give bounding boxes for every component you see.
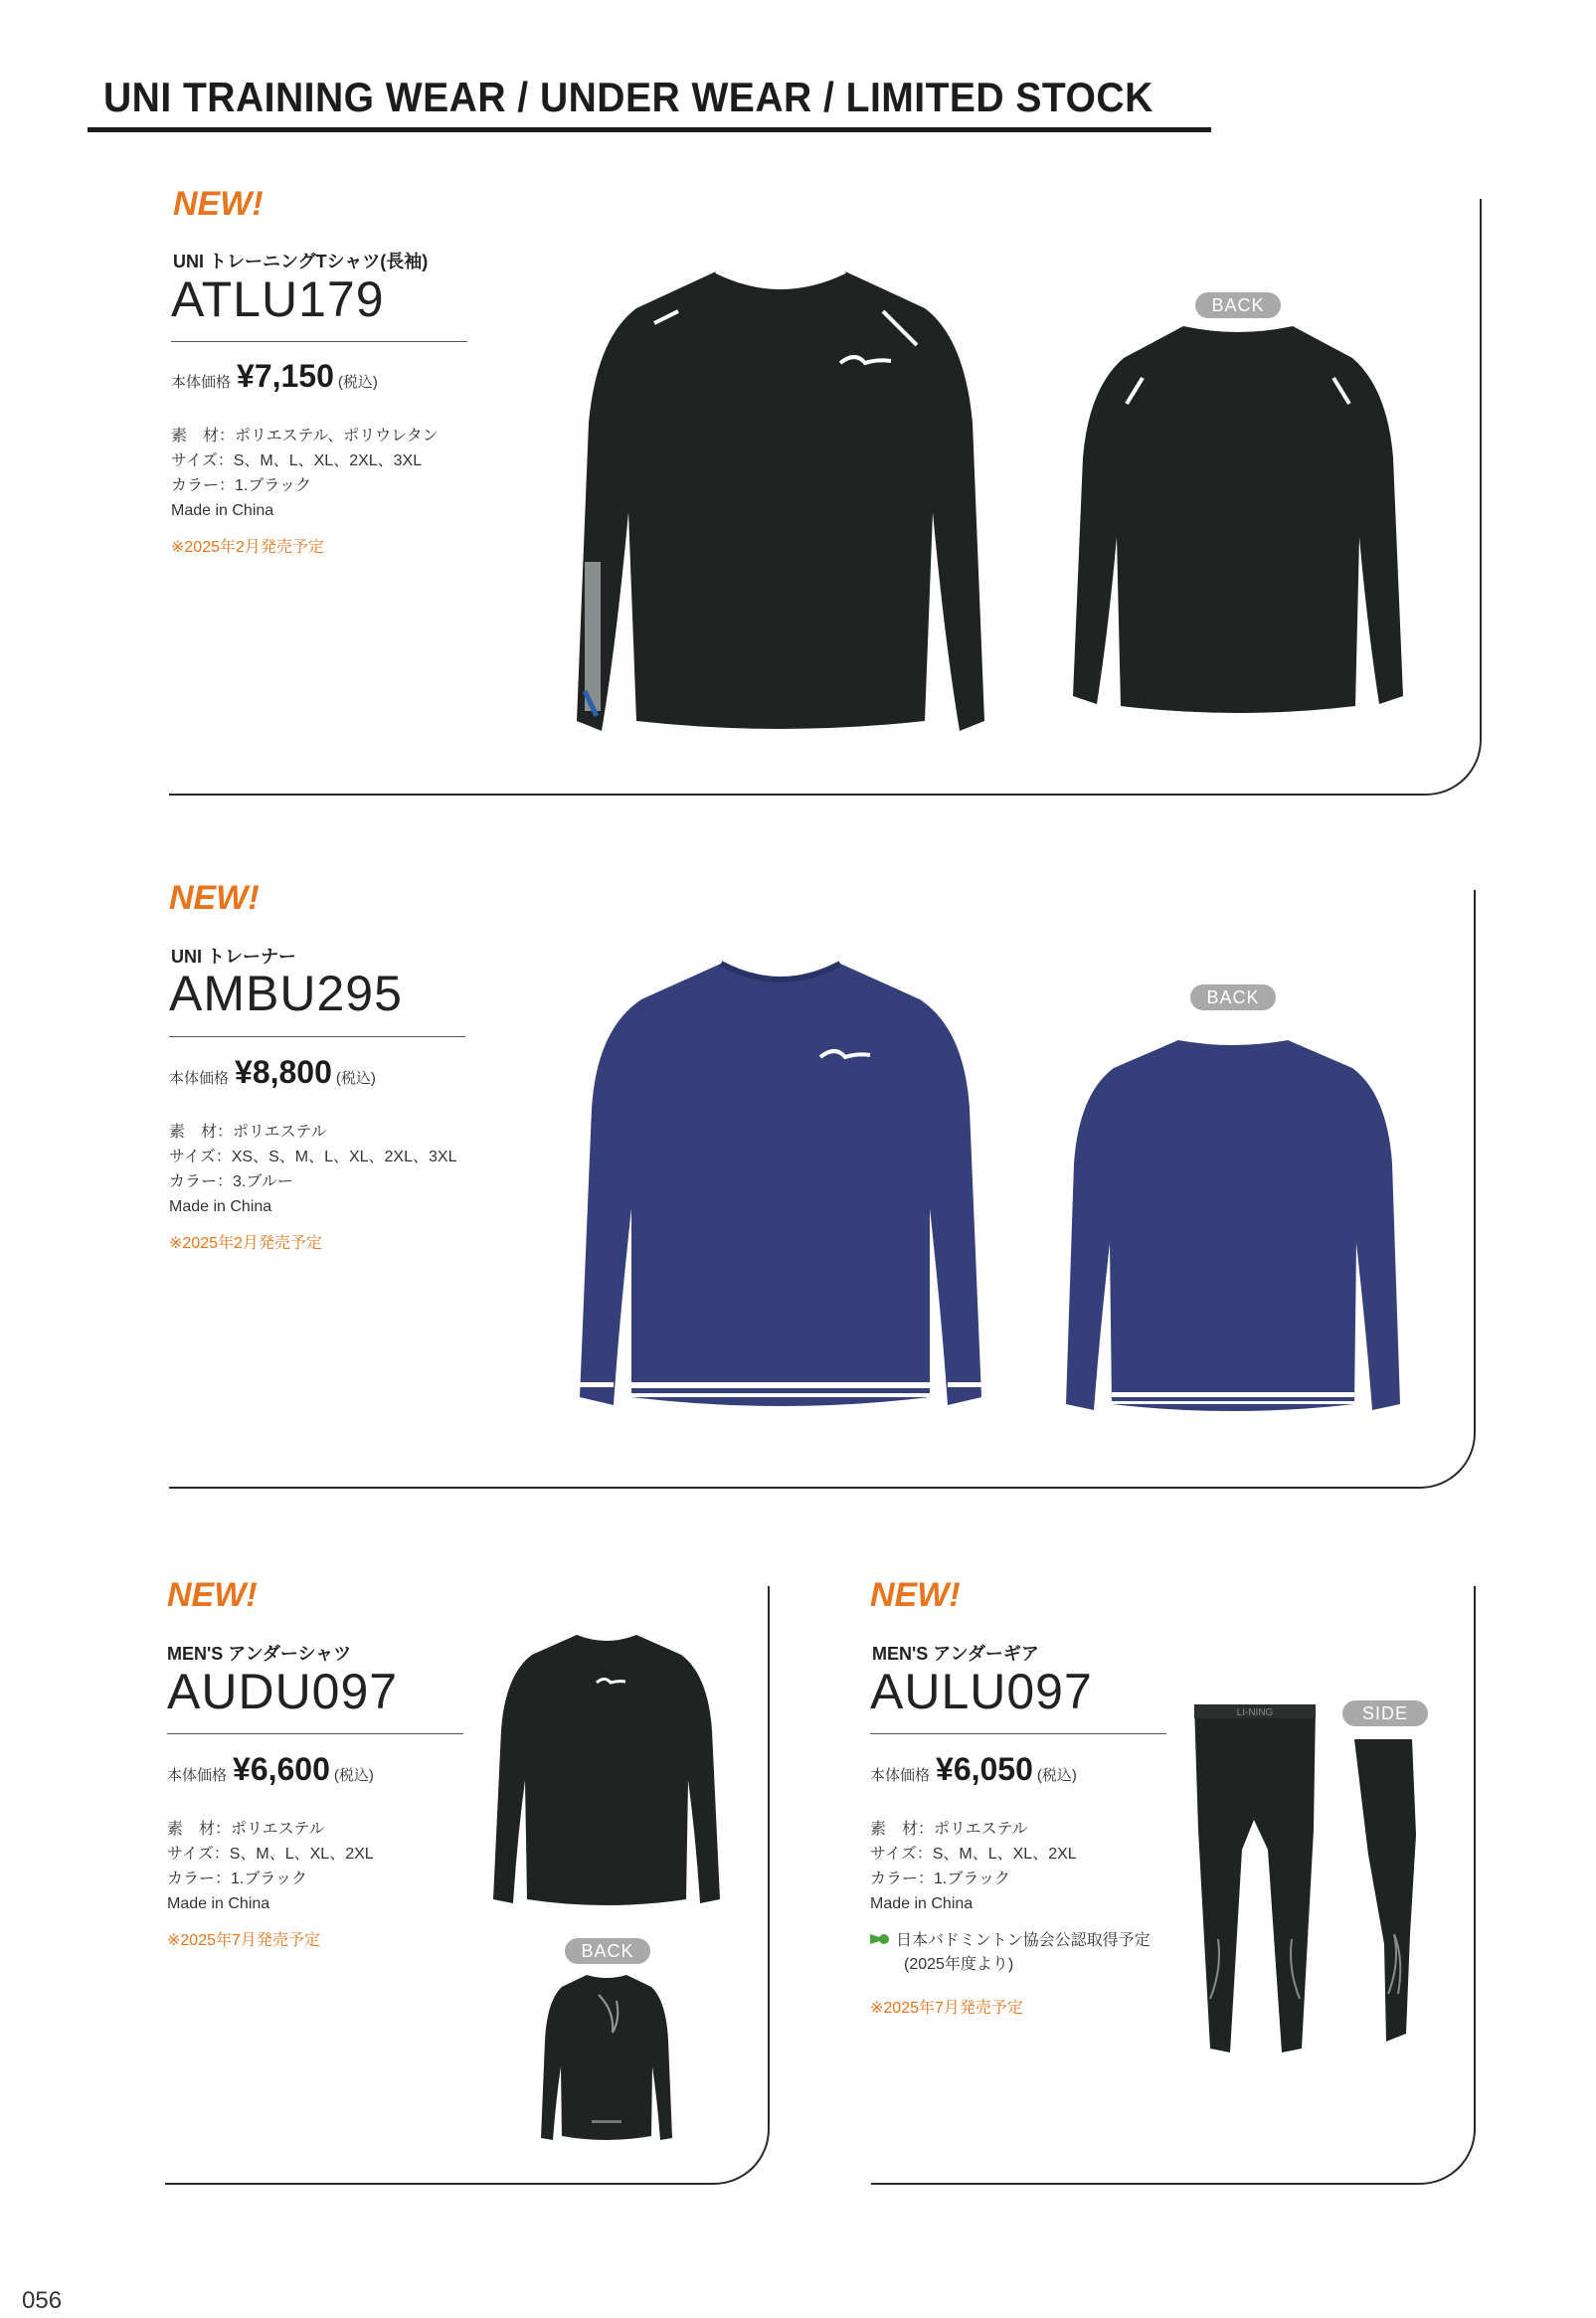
spec-material: 素 材：ポリエステル (167, 1821, 325, 1838)
spec-origin: Made in China (167, 1895, 270, 1912)
tax-note: (税込) (337, 374, 378, 391)
release-note: ※2025年2月発売予定 (169, 1235, 322, 1252)
view-badge: BACK (1195, 292, 1281, 318)
code-underline (169, 1036, 465, 1037)
spec-sizes: サイズ：XS、S、M、L、XL、2XL、3XL (169, 1149, 457, 1165)
price-value: ¥6,600 (233, 1751, 330, 1787)
product-subtitle: MEN'S アンダーシャツ (167, 1644, 352, 1664)
release-note: ※2025年7月発売予定 (870, 2000, 1023, 2017)
spec-list (169, 1120, 456, 1219)
tax-note: (税込) (333, 1767, 374, 1784)
price-row (167, 1751, 374, 1788)
price-value: ¥6,050 (936, 1751, 1033, 1787)
page-title: UNI TRAINING WEAR / UNDER WEAR / LIMITED STOCK (103, 74, 1153, 120)
spec-list (171, 424, 439, 523)
spec-sizes: サイズ：S、M、L、XL、2XL (167, 1846, 374, 1863)
spec-list (870, 1817, 1077, 1916)
tax-note: (税込) (335, 1070, 376, 1087)
garment-front-image (1188, 1700, 1323, 2058)
code-underline (167, 1733, 463, 1734)
product-subtitle: UNI トレーナー (171, 947, 296, 967)
spec-material: 素 材：ポリエステル、ポリウレタン (171, 428, 439, 445)
spec-origin: Made in China (169, 1198, 272, 1215)
spec-material: 素 材：ポリエステル (169, 1124, 327, 1141)
title-underline (88, 127, 1211, 132)
new-label: NEW! (173, 185, 264, 223)
release-note: ※2025年7月発売予定 (167, 1932, 320, 1949)
price-label: 本体価格 (169, 1070, 230, 1087)
price-label: 本体価格 (167, 1767, 228, 1784)
spec-color: カラー：1.ブラック (870, 1871, 1011, 1887)
certification-line-1: 日本バドミントン協会公認取得予定 (896, 1932, 1151, 1949)
price-row (870, 1751, 1077, 1788)
tax-note: (税込) (1036, 1767, 1077, 1784)
garment-back-image (1069, 318, 1407, 716)
garment-back-image (537, 1971, 676, 2145)
certification-note (870, 1929, 1151, 1977)
spec-color: カラー：3.ブルー (169, 1173, 293, 1190)
spec-list (167, 1817, 374, 1916)
price-label: 本体価格 (171, 374, 232, 391)
view-badge: BACK (565, 1938, 650, 1964)
spec-sizes: サイズ：S、M、L、XL、2XL、3XL (171, 452, 423, 469)
new-label: NEW! (169, 879, 260, 917)
price-row (171, 358, 378, 395)
code-underline (870, 1733, 1166, 1734)
product-code: AUDU097 (167, 1664, 399, 1719)
garment-side-image (1350, 1735, 1420, 2046)
product-code: ATLU179 (171, 271, 385, 327)
spec-origin: Made in China (171, 502, 274, 519)
spec-material: 素 材：ポリエステル (870, 1821, 1028, 1838)
spec-color: カラー：1.ブラック (171, 477, 312, 494)
price-row (169, 1054, 376, 1091)
product-subtitle: UNI トレーニングTシャツ(長袖) (173, 252, 429, 271)
price-value: ¥7,150 (237, 358, 334, 394)
shuttlecock-icon (870, 1932, 890, 1946)
garment-front-image (487, 1631, 726, 1909)
spec-origin: Made in China (870, 1895, 974, 1912)
garment-front-image (567, 264, 994, 741)
garment-front-image (572, 960, 989, 1422)
waistband-text: LI-NING (1236, 1707, 1274, 1718)
price-value: ¥8,800 (235, 1054, 332, 1090)
product-subtitle: MEN'S アンダーギア (872, 1644, 1039, 1664)
certification-line-2: (2025年度より) (904, 1956, 1014, 1973)
new-label: NEW! (870, 1576, 961, 1614)
product-code: AMBU295 (169, 966, 403, 1021)
spec-sizes: サイズ：S、M、L、XL、2XL (870, 1846, 1077, 1863)
spec-color: カラー：1.ブラック (167, 1871, 308, 1887)
view-badge: SIDE (1342, 1700, 1428, 1726)
new-label: NEW! (167, 1576, 258, 1614)
code-underline (171, 341, 467, 342)
price-label: 本体価格 (870, 1767, 931, 1784)
view-badge: BACK (1190, 984, 1276, 1010)
page-number: 056 (22, 2287, 63, 2314)
garment-back-image (1064, 1034, 1402, 1422)
product-code: AULU097 (870, 1664, 1093, 1719)
release-note: ※2025年2月発売予定 (171, 539, 324, 556)
